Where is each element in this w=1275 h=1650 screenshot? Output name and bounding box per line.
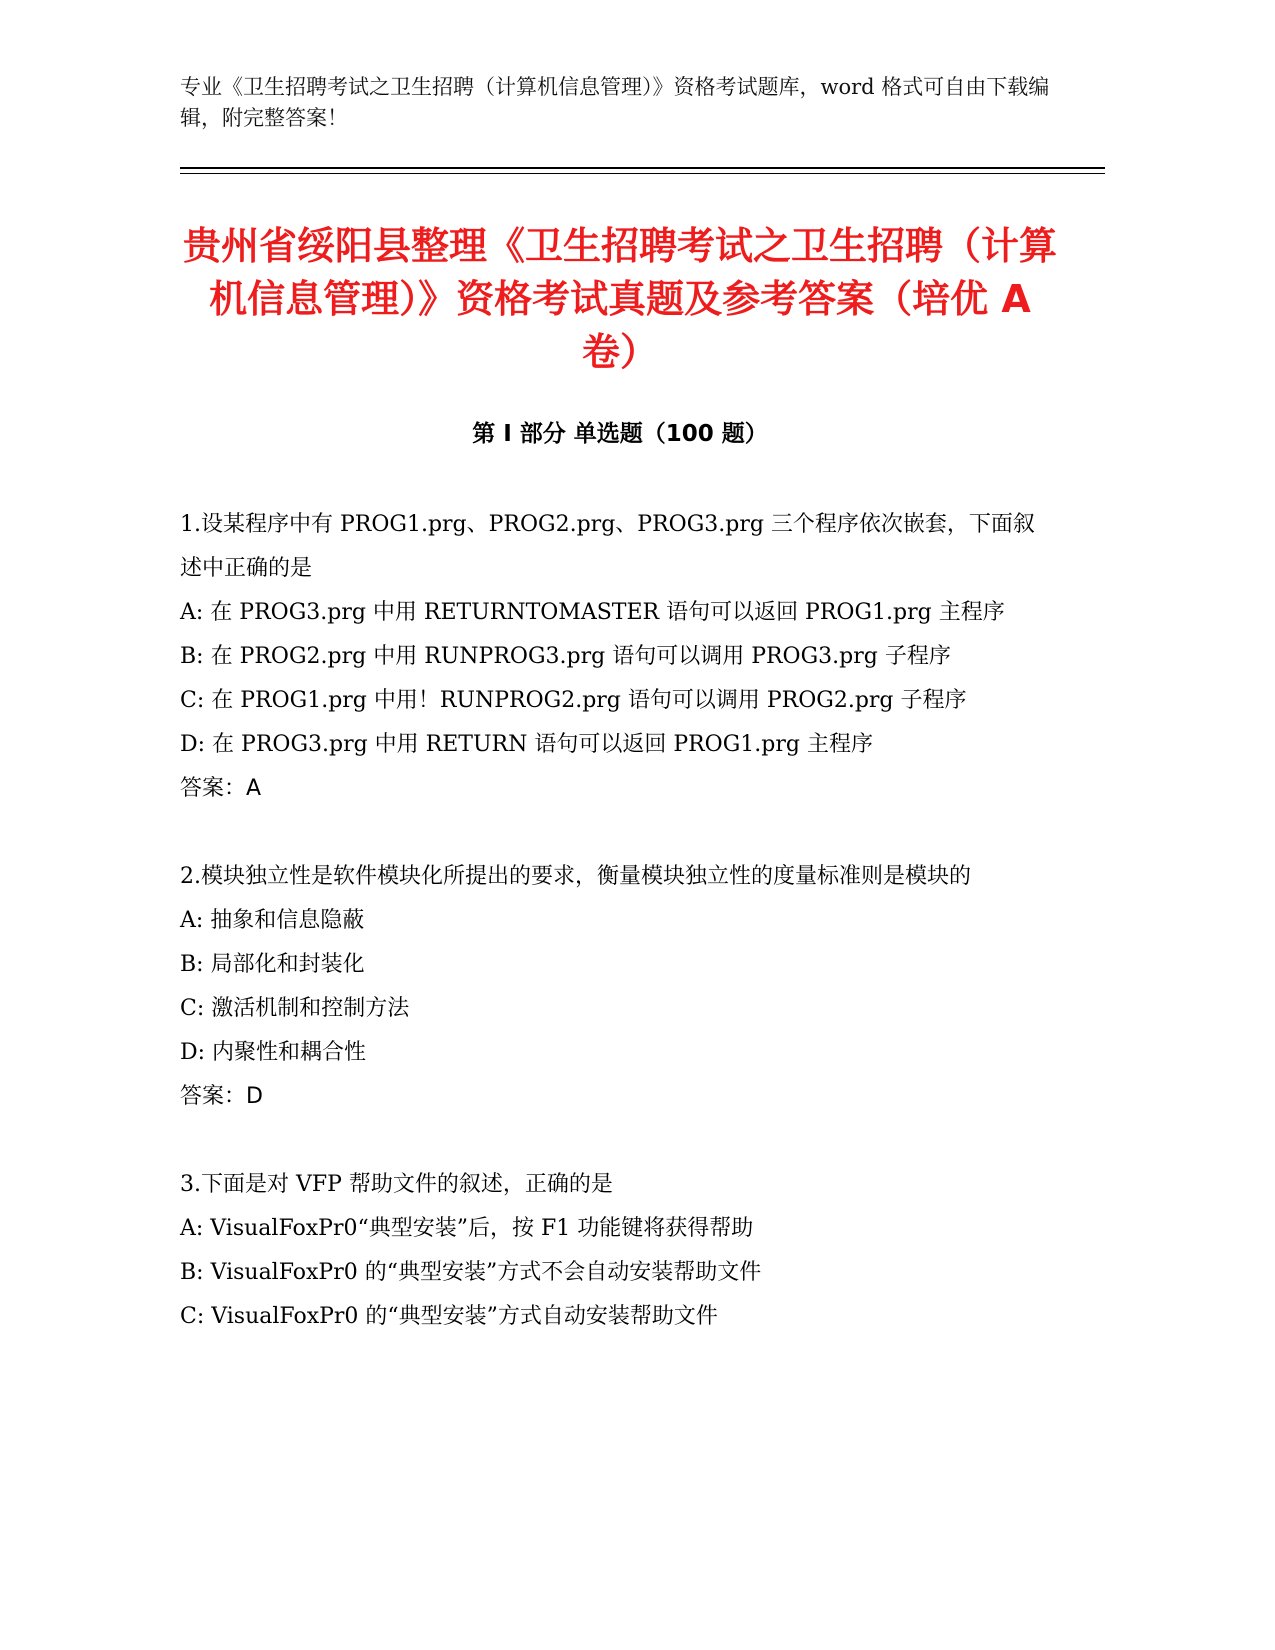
- option-d: D: 内聚性和耦合性: [180, 1040, 367, 1065]
- option-a: A: 在 PROG3.prg 中用 RETURNTOMASTER 语句可以返回 PROG1.prg 主程序: [180, 600, 1005, 625]
- option-c: C: VisualFoxPr0 的“典型安装”方式自动安装帮助文件: [180, 1304, 718, 1329]
- question-stem: 3.下面是对 VFP 帮助文件的叙述，正确的是: [180, 1172, 613, 1197]
- answer: 答案：A: [180, 776, 262, 801]
- question-2: [180, 855, 1040, 1119]
- document-title: 贵州省绥阳县整理《卫生招聘考试之卫生招聘（计算机信息管理）》资格考试真题及参考答案（培优 A 卷）: [182, 224, 1057, 374]
- question-stem: 1.设某程序中有 PROG1.prg、PROG2.prg、PROG3.prg 三个程序依次嵌套，下面叙述中正确的是: [180, 512, 1035, 581]
- option-b: B: 在 PROG2.prg 中用 RUNPROG3.prg 语句可以调用 PROG3.prg 子程序: [180, 644, 951, 669]
- option-d: D: 在 PROG3.prg 中用 RETURN 语句可以返回 PROG1.prg 主程序: [180, 732, 873, 757]
- section-heading: 第 I 部分 单选题（100 题）: [472, 421, 768, 447]
- question-1: [180, 503, 1040, 811]
- question-stem: 2.模块独立性是软件模块化所提出的要求，衡量模块独立性的度量标准则是模块的: [180, 864, 971, 889]
- option-b: B: VisualFoxPr0 的“典型安装”方式不会自动安装帮助文件: [180, 1260, 762, 1285]
- header-divider-thick: [180, 167, 1105, 169]
- header-note: 专业《卫生招聘考试之卫生招聘（计算机信息管理）》资格考试题库，word 格式可自由下载编辑，附完整答案！: [180, 75, 1050, 130]
- option-b: B: 局部化和封装化: [180, 952, 365, 977]
- option-c: C: 在 PROG1.prg 中用！RUNPROG2.prg 语句可以调用 PROG2.prg 子程序: [180, 688, 967, 713]
- option-a: A: VisualFoxPr0“典型安装”后，按 F1 功能键将获得帮助: [180, 1216, 754, 1241]
- answer: 答案：D: [180, 1084, 263, 1109]
- option-a: A: 抽象和信息隐蔽: [180, 908, 365, 933]
- header-divider-thin: [180, 173, 1105, 174]
- question-3: [180, 1163, 1040, 1339]
- option-c: C: 激活机制和控制方法: [180, 996, 410, 1021]
- question-list: [180, 503, 1040, 1383]
